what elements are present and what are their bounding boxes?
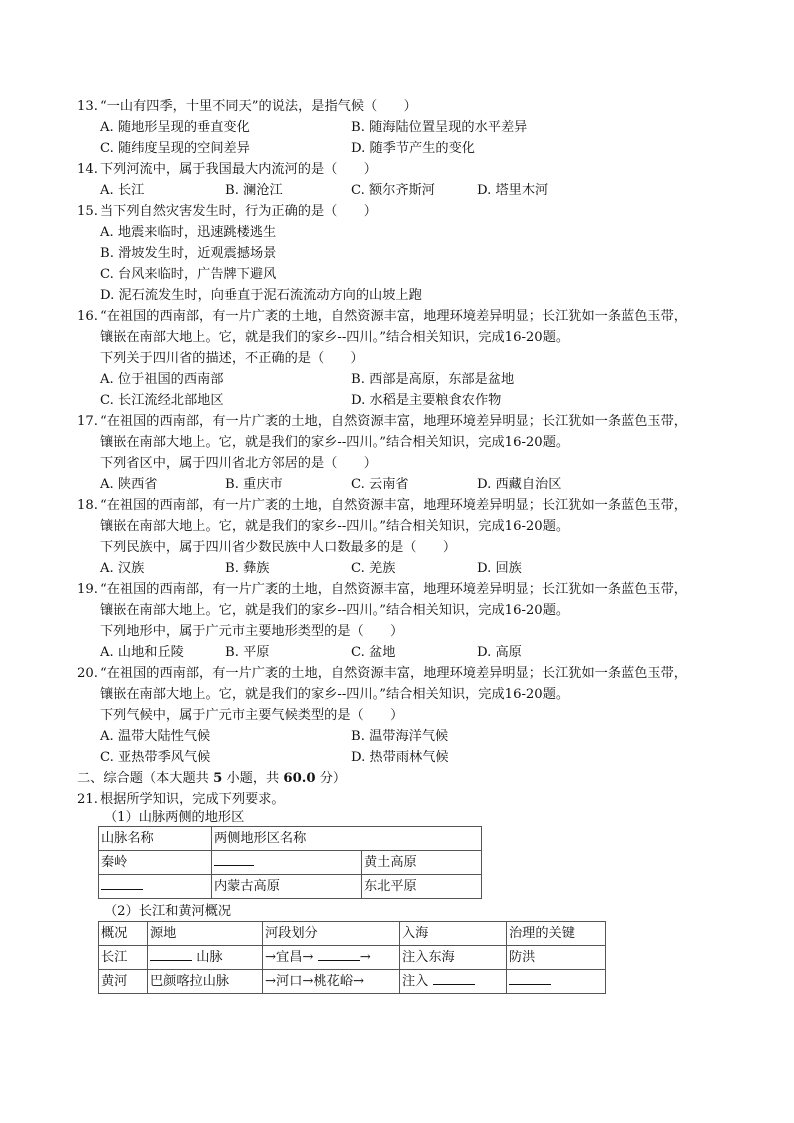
answer-cell[interactable] xyxy=(99,875,212,899)
answer-blank[interactable] xyxy=(433,970,475,985)
answer-cell[interactable] xyxy=(212,851,362,875)
option-d: D. 水稻是主要粮食农作物 xyxy=(351,393,502,408)
option-a: A. 汉族 xyxy=(100,561,145,576)
option-a: A. 地震来临时，迅速跳楼逃生 xyxy=(100,225,277,240)
question-intro: “在祖国的西南部，有一片广袤的土地，自然资源丰富，地理环境差异明显；长江犹如一条蓝色玉带， xyxy=(100,582,687,597)
answer-cell[interactable] xyxy=(507,970,606,994)
option-a: A. 长江 xyxy=(100,183,145,198)
section-heading: 二、综合题（本大题共 5 小题，共 60.0 分） xyxy=(77,771,347,786)
table-row xyxy=(99,946,606,970)
question-stem: 下列地形中，属于广元市主要地形类型的是（ ） xyxy=(100,624,404,639)
table-row xyxy=(99,827,482,851)
table-cell: 黄土高原 xyxy=(362,851,482,875)
table-header: 山脉名称 xyxy=(99,827,212,851)
table-row xyxy=(99,851,482,875)
answer-cell[interactable]: 山脉 xyxy=(148,946,263,970)
option-d: D. 随季节产生的变化 xyxy=(351,141,475,156)
question-number: 14. xyxy=(77,162,98,177)
question-stem: 下列气候中，属于广元市主要气候类型的是（ ） xyxy=(100,708,404,723)
table-cell: 内蒙古高原 xyxy=(212,875,362,899)
question-intro: 镶嵌在南部大地上。它，就是我们的家乡--四川。”结合相关知识，完成16-20题。 xyxy=(100,687,570,702)
question-number: 17. xyxy=(77,414,98,429)
answer-blank[interactable] xyxy=(150,946,192,961)
question-stem: 当下列自然灾害发生时，行为正确的是（ ） xyxy=(100,204,377,219)
question-intro: 镶嵌在南部大地上。它，就是我们的家乡--四川。”结合相关知识，完成16-20题。 xyxy=(100,330,570,345)
answer-blank[interactable] xyxy=(101,875,143,890)
option-c: C. 台风来临时，广告牌下避风 xyxy=(100,267,277,282)
question-number: 16. xyxy=(77,309,98,324)
option-c: C. 盆地 xyxy=(351,645,396,660)
answer-blank[interactable] xyxy=(509,970,551,985)
question-intro: 镶嵌在南部大地上。它，就是我们的家乡--四川。”结合相关知识，完成16-20题。 xyxy=(100,435,570,450)
table-cell: 秦岭 xyxy=(99,851,212,875)
option-b: B. 滑坡发生时，近观震撼场景 xyxy=(100,246,277,261)
option-d: D. 高原 xyxy=(477,645,522,660)
question-stem: 下列关于四川省的描述，不正确的是（ ） xyxy=(100,351,364,366)
option-b: B. 平原 xyxy=(225,645,270,660)
question-intro: “在祖国的西南部，有一片广袤的土地，自然资源丰富，地理环境差异明显；长江犹如一条蓝色玉带， xyxy=(100,666,687,681)
answer-blank[interactable] xyxy=(214,851,254,866)
option-c: C. 额尔齐斯河 xyxy=(351,183,435,198)
table-header: 河段划分 xyxy=(263,922,400,946)
table-row xyxy=(99,970,606,994)
question-stem: 根据所学知识，完成下列要求。 xyxy=(100,792,285,807)
option-d: D. 泥石流发生时，向垂直于泥石流流动方向的山坡上跑 xyxy=(100,288,422,303)
option-a: A. 山地和丘陵 xyxy=(100,645,184,660)
question-number: 18. xyxy=(77,498,98,513)
option-a: A. 位于祖国的西南部 xyxy=(100,372,224,387)
question-number: 21. xyxy=(77,792,98,807)
answer-cell[interactable]: 注入 xyxy=(400,970,507,994)
question-intro: “在祖国的西南部，有一片广袤的土地，自然资源丰富，地理环境差异明显；长江犹如一条蓝色玉带， xyxy=(100,309,687,324)
table-header: 治理的关键 xyxy=(507,922,606,946)
question-intro: “在祖国的西南部，有一片广袤的土地，自然资源丰富，地理环境差异明显；长江犹如一条蓝色玉带， xyxy=(100,498,687,513)
option-d: D. 西藏自治区 xyxy=(477,477,562,492)
option-c: C. 长江流经北部地区 xyxy=(100,393,224,408)
question-intro: 镶嵌在南部大地上。它，就是我们的家乡--四川。”结合相关知识，完成16-20题。 xyxy=(100,519,570,534)
question-intro: 镶嵌在南部大地上。它，就是我们的家乡--四川。”结合相关知识，完成16-20题。 xyxy=(100,603,570,618)
question-stem: 下列河流中，属于我国最大内流河的是（ ） xyxy=(100,162,377,177)
question-stem: “一山有四季，十里不同天”的说法，是指气候（ ） xyxy=(100,99,417,114)
answer-cell[interactable]: →宜昌→ → xyxy=(263,946,400,970)
option-d: D. 塔里木河 xyxy=(477,183,549,198)
table-cell: 巴颜喀拉山脉 xyxy=(148,970,263,994)
option-b: B. 温带海洋气候 xyxy=(351,729,449,744)
option-b: B. 重庆市 xyxy=(225,477,283,492)
table-header: 概况 xyxy=(99,922,148,946)
option-c: C. 云南省 xyxy=(351,477,409,492)
answer-blank[interactable] xyxy=(318,946,360,961)
subquestion-label: （2）长江和黄河概况 xyxy=(104,904,232,919)
option-c: C. 亚热带季风气候 xyxy=(100,750,211,765)
question-stem: 下列民族中，属于四川省少数民族中人口数最多的是（ ） xyxy=(100,540,457,555)
question-stem: 下列省区中，属于四川省北方邻居的是（ ） xyxy=(100,456,377,471)
option-d: D. 回族 xyxy=(477,561,522,576)
option-b: B. 澜沧江 xyxy=(225,183,283,198)
question-number: 13. xyxy=(77,99,98,114)
option-a: A. 随地形呈现的垂直变化 xyxy=(100,120,250,135)
option-b: B. 彝族 xyxy=(225,561,270,576)
table-cell: 长江 xyxy=(99,946,148,970)
rivers-table xyxy=(98,921,606,994)
option-d: D. 热带雨林气候 xyxy=(351,750,449,765)
subquestion-label: （1）山脉两侧的地形区 xyxy=(104,810,245,825)
mountain-terrain-table xyxy=(98,826,482,899)
table-cell: 注入东海 xyxy=(400,946,507,970)
option-c: C. 羌族 xyxy=(351,561,396,576)
table-cell: 东北平原 xyxy=(362,875,482,899)
option-b: B. 随海陆位置呈现的水平差异 xyxy=(351,120,528,135)
option-b: B. 西部是高原，东部是盆地 xyxy=(351,372,515,387)
option-a: A. 陕西省 xyxy=(100,477,158,492)
table-header: 两侧地形区名称 xyxy=(212,827,482,851)
option-a: A. 温带大陆性气候 xyxy=(100,729,211,744)
table-cell: →河口→桃花峪→ xyxy=(263,970,400,994)
table-header: 入海 xyxy=(400,922,507,946)
question-number: 15. xyxy=(77,204,98,219)
table-row xyxy=(99,875,482,899)
question-number: 19. xyxy=(77,582,98,597)
question-intro: “在祖国的西南部，有一片广袤的土地，自然资源丰富，地理环境差异明显；长江犹如一条蓝色玉带， xyxy=(100,414,687,429)
table-row xyxy=(99,922,606,946)
table-cell: 防洪 xyxy=(507,946,606,970)
option-c: C. 随纬度呈现的空间差异 xyxy=(100,141,250,156)
question-number: 20. xyxy=(77,666,98,681)
table-cell: 黄河 xyxy=(99,970,148,994)
table-header: 源地 xyxy=(148,922,263,946)
